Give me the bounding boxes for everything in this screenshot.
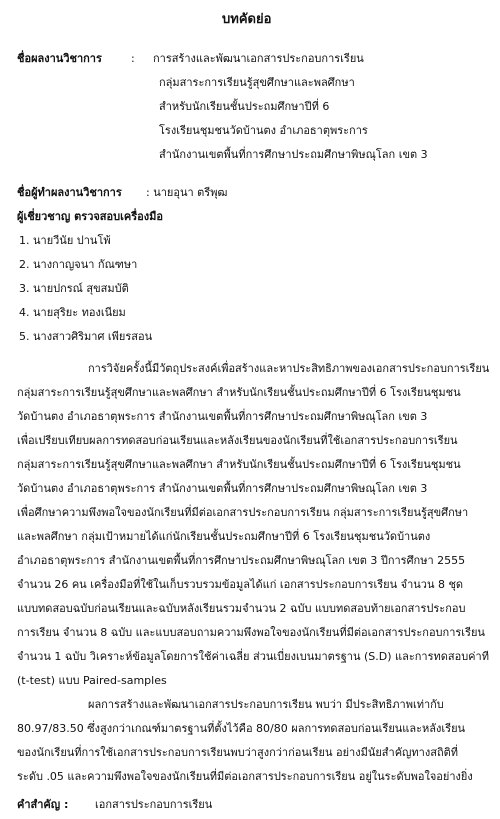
abstract-line: เพื่อศึกษาความพึงพอใจของนักเรียนที่มีต่อเอกสารประกอบการเรียน กลุ่มสาระการเรียนรู้สุขศึกษา [17, 506, 469, 519]
keywords-value: เอกสารประกอบการเรียน [95, 798, 213, 811]
abstract-line: 80.97/83.50 ซึ่งสูงกว่าเกณฑ์มาตรฐานที่ตั้งไว้คือ 80/80 ผลการทดสอบก่อนเรียนและหลังเรียน [17, 722, 466, 735]
abstract-line: จำนวน 26 คน เครื่องมือที่ใช้ในเก็บรวบรวมข้อมูลได้แก่ เอกสารประกอบการเรียน จำนวน 8 ชุด [17, 578, 464, 591]
abstract-line: ระดับ .05 และความพึงพอใจของนักเรียนที่มีต่อเอกสารประกอบการเรียน อยู่ในระดับพอใจอย่างยิ่ง [17, 770, 473, 783]
expert-item: 4. นายสุริยะ ทองเนียม [19, 306, 126, 319]
abstract-line: ผลการสร้างและพัฒนาเอกสารประกอบการเรียน พบว่า มีประสิทธิภาพเท่ากับ [88, 698, 444, 711]
expert-item: 2. นางกาญจนา กัณฑษา [19, 258, 138, 271]
expert-item: 1. นายวีนัย ปานโพ้ [19, 234, 111, 247]
abstract-line: วัดบ้านตง อำเภอธาตุพระการ สำนักงานเขตพื้นที่การศึกษาประถมศึกษาพิษณุโลก เขต 3 [17, 410, 428, 423]
abstract-line: แบบทดสอบฉบับก่อนเรียนและฉบับหลังเรียนรวมจำนวน 2 ฉบับ แบบทดสอบท้ายเอกสารประกอบ [17, 602, 466, 615]
abstract-line: การวิจัยครั้งนี้มีวัตถุประสงค์เพื่อสร้างและหาประสิทธิภาพของเอกสารประกอบการเรียน [88, 362, 490, 375]
work-label: ชื่อผลงานวิชาการ [17, 52, 102, 65]
work-title-line: สำหรับนักเรียนชั้นประถมศึกษาปีที่ 6 [159, 100, 330, 113]
abstract-line: ของนักเรียนที่การใช้เอกสารประกอบการเรียนพบว่าสูงกว่าก่อนเรียน อย่างมีนัยสำคัญทางสถิติที่ [17, 746, 458, 759]
abstract-line: วัดบ้านตง อำเภอธาตุพระการ สำนักงานเขตพื้นที่การศึกษาประถมศึกษาพิษณุโลก เขต 3 [17, 482, 428, 495]
work-title-line: การสร้างและพัฒนาเอกสารประกอบการเรียน [153, 52, 364, 65]
abstract-line: กลุ่มสาระการเรียนรู้สุขศึกษาและพลศึกษา สำหรับนักเรียนชั้นประถมศึกษาปีที่ 6 โรงเรียนชุมชน [17, 458, 461, 471]
abstract-line: จำนวน 1 ฉบับ วิเคราะห์ข้อมูลโดยการใช้ค่าเฉลี่ย ส่วนเบี่ยงเบนมาตรฐาน (S.D) และการทดสอบค่าที [17, 650, 489, 663]
expert-item: 5. นางสาวศิริมาศ เพียรสอน [19, 330, 153, 343]
work-colon: : [131, 52, 135, 65]
page-title: บทคัดย่อ [222, 12, 272, 27]
author-name: : นายอุนา ตรีพุฒ [146, 186, 228, 199]
work-title-line: กลุ่มสาระการเรียนรู้สุขศึกษาและพลศึกษา [159, 76, 355, 89]
abstract-line: และพลศึกษา กลุ่มเป้าหมายได้แก่นักเรียนชั้นประถมศึกษาปีที่ 6 โรงเรียนชุมชนวัดบ้านตง [17, 530, 431, 543]
abstract-line: อำเภอธาตุพระการ สำนักงานเขตพื้นที่การศึกษาประถมศึกษาพิษณุโลก เขต 3 ปีการศึกษา 2555 [17, 554, 466, 567]
work-title-line: สำนักงานเขตพื้นที่การศึกษาประถมศึกษาพิษณุโลก เขต 3 [159, 148, 428, 161]
abstract-line: (t-test) แบบ Paired-samples [17, 674, 167, 687]
experts-label: ผู้เชี่ยวชาญ ตรวจสอบเครื่องมือ [17, 210, 163, 223]
abstract-line: เพื่อเปรียบเทียบผลการทดสอบก่อนเรียนและหลังเรียนของนักเรียนที่ใช้เอกสารประกอบการเรียน [17, 434, 458, 447]
author-label: ชื่อผู้ทำผลงานวิชาการ [17, 186, 122, 199]
work-title-line: โรงเรียนชุมชนวัดบ้านตง อำเภอธาตุพระการ [159, 124, 368, 137]
abstract-line: กลุ่มสาระการเรียนรู้สุขศึกษาและพลศึกษา สำหรับนักเรียนชั้นประถมศึกษาปีที่ 6 โรงเรียนชุมชน [17, 386, 461, 399]
keywords-label: คำสำคัญ : [17, 798, 69, 811]
abstract-line: การเรียน จำนวน 8 ฉบับ และแบบสอบถามความพึงพอใจของนักเรียนที่มีต่อเอกสารประกอบการเรียน [17, 626, 485, 639]
expert-item: 3. นายปกรณ์ สุขสมบัติ [19, 282, 129, 295]
